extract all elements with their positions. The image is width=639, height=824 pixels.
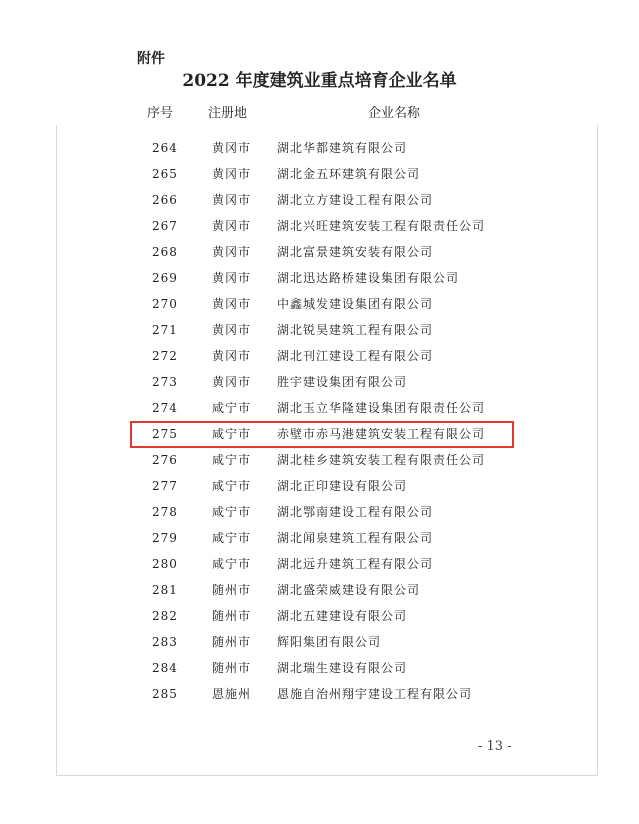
- table-row: [0, 447, 639, 473]
- table-row: [0, 239, 639, 265]
- row-number: 268: [152, 245, 178, 259]
- row-company: 湖北迅达路桥建设集团有限公司: [277, 271, 460, 285]
- row-city: 恩施州: [212, 687, 252, 701]
- row-number: 285: [152, 687, 178, 701]
- table-row: [0, 213, 639, 239]
- row-company: 湖北正印建设有限公司: [277, 479, 408, 493]
- row-city: 咸宁市: [212, 557, 252, 571]
- row-company: 恩施自治州翔宇建设工程有限公司: [277, 687, 473, 701]
- table-row: [0, 369, 639, 395]
- row-company: 湖北五建建设有限公司: [277, 609, 408, 623]
- row-city: 黄冈市: [212, 323, 252, 337]
- row-number: 276: [152, 453, 178, 467]
- table-row: [0, 265, 639, 291]
- row-company: 赤壁市赤马港建筑安装工程有限公司: [277, 427, 486, 441]
- row-city: 黄冈市: [212, 219, 252, 233]
- row-number: 266: [152, 193, 178, 207]
- table-row: [0, 343, 639, 369]
- table-row: [0, 291, 639, 317]
- row-company: 湖北金五环建筑有限公司: [277, 167, 421, 181]
- row-city: 咸宁市: [212, 453, 252, 467]
- row-company: 胜宇建设集团有限公司: [277, 375, 408, 389]
- table-row: [0, 655, 639, 681]
- row-city: 黄冈市: [212, 375, 252, 389]
- row-number: 274: [152, 401, 178, 415]
- row-number: 283: [152, 635, 178, 649]
- table-row: [0, 577, 639, 603]
- row-number: 273: [152, 375, 178, 389]
- table-row: [0, 187, 639, 213]
- row-company: 湖北鄂南建设工程有限公司: [277, 505, 434, 519]
- page-number: - 13 -: [478, 739, 512, 754]
- row-company: 湖北刊江建设工程有限公司: [277, 349, 434, 363]
- table-row: [0, 395, 639, 421]
- row-city: 咸宁市: [212, 479, 252, 493]
- row-company: 湖北远升建筑工程有限公司: [277, 557, 434, 571]
- highlight-box: [130, 421, 514, 448]
- table-row: [0, 161, 639, 187]
- row-company: 湖北盛荣威建设有限公司: [277, 583, 421, 597]
- row-city: 随州市: [212, 661, 252, 675]
- row-company: 湖北闻泉建筑工程有限公司: [277, 531, 434, 545]
- row-city: 咸宁市: [212, 505, 252, 519]
- row-city: 黄冈市: [212, 167, 252, 181]
- row-city: 黄冈市: [212, 349, 252, 363]
- row-company: 湖北富景建筑安装有限公司: [277, 245, 434, 259]
- row-number: 275: [152, 427, 178, 441]
- row-company: 辉阳集团有限公司: [277, 635, 382, 649]
- document-title: 2022 年度建筑业重点培育企业名单: [182, 71, 457, 91]
- column-header-seq: 序号: [147, 106, 174, 121]
- row-city: 咸宁市: [212, 531, 252, 545]
- row-company: 湖北桂乡建筑安装工程有限责任公司: [277, 453, 486, 467]
- table-row: [0, 135, 639, 161]
- row-city: 随州市: [212, 635, 252, 649]
- row-number: 277: [152, 479, 178, 493]
- row-company: 湖北立方建设工程有限公司: [277, 193, 434, 207]
- row-city: 咸宁市: [212, 401, 252, 415]
- column-header-place: 注册地: [208, 106, 248, 121]
- row-number: 282: [152, 609, 178, 623]
- row-city: 黄冈市: [212, 141, 252, 155]
- row-number: 279: [152, 531, 178, 545]
- row-company: 中鑫城发建设集团有限公司: [277, 297, 434, 311]
- row-number: 270: [152, 297, 178, 311]
- row-company: 湖北瑞生建设有限公司: [277, 661, 408, 675]
- row-city: 随州市: [212, 609, 252, 623]
- row-number: 272: [152, 349, 178, 363]
- row-number: 284: [152, 661, 178, 675]
- row-number: 264: [152, 141, 178, 155]
- row-city: 黄冈市: [212, 245, 252, 259]
- table-row: [0, 603, 639, 629]
- table-row: [0, 629, 639, 655]
- row-city: 咸宁市: [212, 427, 252, 441]
- row-city: 随州市: [212, 583, 252, 597]
- table-row: [0, 525, 639, 551]
- attachment-label: 附件: [137, 51, 165, 67]
- row-number: 267: [152, 219, 178, 233]
- row-city: 黄冈市: [212, 193, 252, 207]
- row-city: 黄冈市: [212, 271, 252, 285]
- table-row: [0, 551, 639, 577]
- row-company: 湖北锐昊建筑工程有限公司: [277, 323, 434, 337]
- table-row: [0, 473, 639, 499]
- column-header-company: 企业名称: [368, 106, 421, 121]
- row-number: 271: [152, 323, 178, 337]
- table-row: [0, 499, 639, 525]
- row-number: 281: [152, 583, 178, 597]
- row-number: 280: [152, 557, 178, 571]
- table-row: [0, 317, 639, 343]
- row-company: 湖北华都建筑有限公司: [277, 141, 408, 155]
- table-row: [0, 681, 639, 707]
- row-company: 湖北兴旺建筑安装工程有限责任公司: [277, 219, 486, 233]
- row-number: 269: [152, 271, 178, 285]
- row-number: 278: [152, 505, 178, 519]
- row-company: 湖北玉立华隆建设集团有限责任公司: [277, 401, 486, 415]
- row-city: 黄冈市: [212, 297, 252, 311]
- row-number: 265: [152, 167, 178, 181]
